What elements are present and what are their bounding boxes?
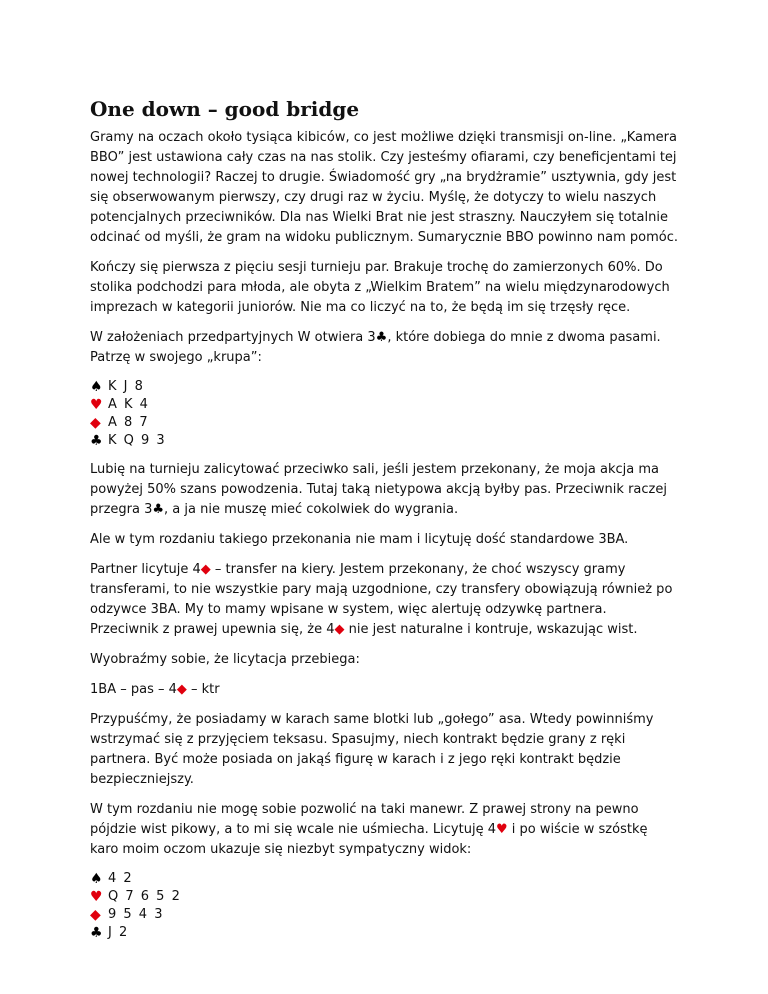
hand-2-hearts-cards: Q 7 6 5 2 xyxy=(108,889,182,904)
bidding-text-a: 1BA – pas – 4 xyxy=(90,682,177,697)
club-icon: ♣ xyxy=(152,502,165,517)
paragraph-10-text-b: i po wiście w szóstkę karo moim oczom ukazuje się niezbyt sympatyczny widok: xyxy=(90,822,648,857)
hand-1-clubs-row xyxy=(90,432,678,450)
paragraph-6 xyxy=(90,560,678,640)
hand-1-spades-row xyxy=(90,378,678,396)
paragraph-3-text-b: , które dobiega do mnie z dwoma pasami. Patrzę w swojego „krupa”: xyxy=(90,330,661,365)
paragraph-4 xyxy=(90,460,678,520)
paragraph-7: Wyobraźmy sobie, że licytacja przebiega: xyxy=(90,652,360,667)
paragraph-3 xyxy=(90,328,678,368)
hand-1-hearts-row xyxy=(90,396,678,414)
paragraph-5: Ale w tym rozdaniu takiego przekonania nie mam i licytuję dość standardowe 3BA. xyxy=(90,532,629,547)
paragraph-4-text-b: , a ja nie muszę mieć cokolwiek do wygrania. xyxy=(164,502,459,517)
club-icon: ♣ xyxy=(90,925,103,941)
hand-1-spades-cards: K J 8 xyxy=(108,379,145,394)
paragraph-6-text-b: – transfer na kiery. Jestem przekonany, że choć wszyscy gramy transferami, to nie wszystkie pary mają uzgodnione, czy transfery obowiązują również po odzywce 3BA. My to mamy wpisane w system, więc alertuję odzywkę partnera. Przeciwnik z prawej upewnia się, że 4 xyxy=(90,562,673,637)
paragraph-3-text-a: W założeniach przedpartyjnych W otwiera 3 xyxy=(90,330,376,345)
bidding-sequence xyxy=(90,680,678,700)
paragraph-4-text-a: Lubię na turnieju zalicytować przeciwko sali, jeśli jestem przekonany, że moja akcja ma powyżej 50% szans powodzenia. Tutaj taką nietypowa akcją byłby pas. Przeciwnik raczej przegra 3 xyxy=(90,462,667,517)
spade-icon: ♠ xyxy=(90,871,103,887)
diamond-icon: ◆ xyxy=(90,907,101,923)
hand-2-hearts-row xyxy=(90,888,678,906)
bidding-text-b: – ktr xyxy=(186,682,220,697)
paragraph-1: Gramy na oczach około tysiąca kibiców, co jest możliwe dzięki transmisji on-line. „Kamera BBO” jest ustawiona cały czas na nas stolik. Czy jesteśmy ofiarami, czy beneficjentami tej nowej technologii? Raczej to drugie. Świadomość gry „na brydżramie” usztywnia, gdy jest się obserwowanym pierwszy, czy drugi raz w życiu. Myślę, że dotyczy to wielu naszych potencjalnych przeciwników. Dla nas Wielki Brat nie jest straszny. Nauczyłem się totalnie odcinać od myśli, że gram na widoku publicznym. Sumarycznie BBO powinno nam pomóc. xyxy=(90,130,679,245)
hand-1-diamonds-cards: A 8 7 xyxy=(108,415,150,430)
paragraph-10-text-a: W tym rozdaniu nie mogę sobie pozwolić na taki manewr. Z prawej strony na pewno pójdzie wist pikowy, a to mi się wcale nie uśmiecha. Licytuję 4 xyxy=(90,802,639,837)
spade-icon: ♠ xyxy=(90,379,103,395)
article-title: One down – good bridge xyxy=(90,97,360,121)
hand-2-clubs-cards: J 2 xyxy=(108,925,129,940)
paragraph-10 xyxy=(90,800,678,860)
diamond-icon: ◆ xyxy=(90,415,101,431)
paragraph-6-text-a: Partner licytuje 4 xyxy=(90,562,201,577)
diamond-icon: ◆ xyxy=(334,622,345,637)
hand-1-diamonds-row xyxy=(90,414,678,432)
hand-2-diamonds-row xyxy=(90,906,678,924)
club-icon: ♣ xyxy=(375,330,388,345)
paragraph-2: Kończy się pierwsza z pięciu sesji turnieju par. Brakuje trochę do zamierzonych 60%. Do stolika podchodzi para młoda, ale obyta z „Wielkim Bratem” na wielu międzynarodowych imprezach w kategorii juniorów. Nie ma co liczyć na to, że będą im się trzęsły ręce. xyxy=(90,260,670,315)
paragraph-6-text-c: nie jest naturalne i kontruje, wskazując wist. xyxy=(344,622,638,637)
heart-icon: ♥ xyxy=(90,397,103,413)
heart-icon: ♥ xyxy=(90,889,103,905)
hand-2-clubs-row xyxy=(90,924,678,942)
hand-2-diamonds-cards: 9 5 4 3 xyxy=(108,907,164,922)
heart-icon: ♥ xyxy=(495,822,508,837)
hand-2-spades-row xyxy=(90,870,678,888)
hand-2-spades-cards: 4 2 xyxy=(108,871,134,886)
hand-diagram-2 xyxy=(90,870,678,942)
club-icon: ♣ xyxy=(90,433,103,449)
hand-1-clubs-cards: K Q 9 3 xyxy=(108,433,167,448)
hand-diagram-1 xyxy=(90,378,678,450)
hand-1-hearts-cards: A K 4 xyxy=(108,397,150,412)
diamond-icon: ◆ xyxy=(176,682,187,697)
diamond-icon: ◆ xyxy=(200,562,211,577)
paragraph-9: Przypuśćmy, że posiadamy w karach same blotki lub „gołego” asa. Wtedy powinniśmy wstrzymać się z przyjęciem teksasu. Spasujmy, niech kontrakt będzie grany z ręki partnera. Być może posiada on jakąś figurę w karach i z jego ręki kontrakt będzie bezpieczniejszy. xyxy=(90,712,654,787)
